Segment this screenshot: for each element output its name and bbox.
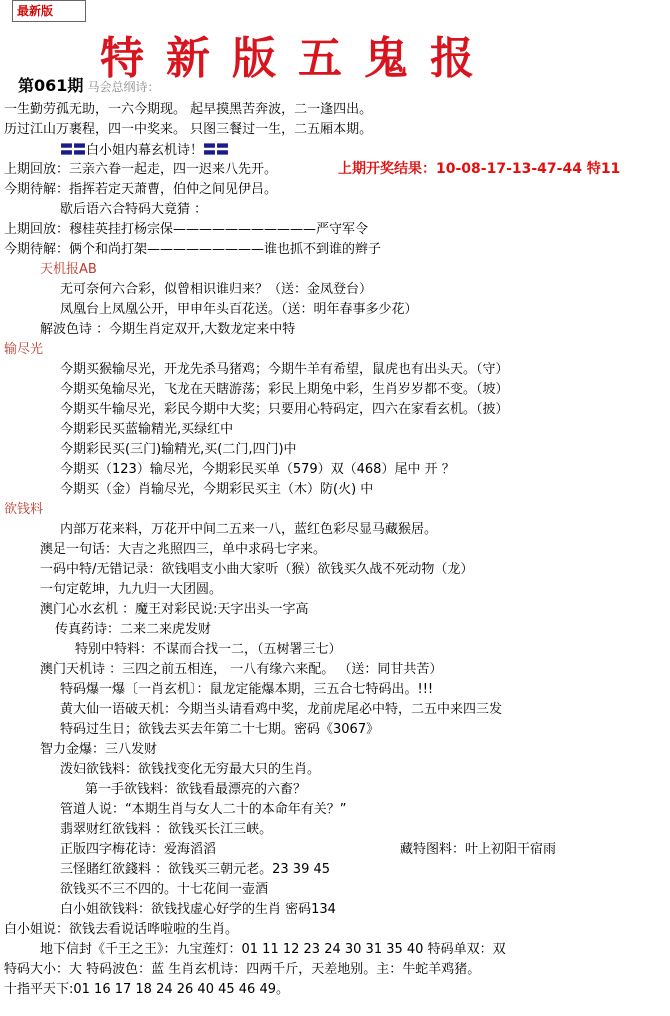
yuqian-line-16: 翡翠财红欲钱料 ：欲钱买长江三峡。 — [60, 822, 273, 837]
yuqian-line-2: 澳足一句话：大吉之兆照四三，单中求码七字来。 — [40, 542, 327, 557]
daxiao-line: 特码大小：大 特码波色：蓝 生肖玄机诗：四两千斤，天差地别。主：牛蛇羊鸡猪。 — [4, 962, 481, 977]
shujin-line-7: 今期买（金）肖输尽光，今期彩民买主（木）防(火) 中 — [60, 482, 374, 497]
shujin-line-6: 今期买（123）输尽光，今期彩民买单（579）双（468）尾中 开 ？ — [60, 462, 455, 477]
xiehouyu-now: 今期待解：俩个和尚打架—————————谁也抓不到谁的辫子 — [4, 242, 382, 257]
shujin-line-2: 今期买兔输尽光，飞龙在天瞎游荡；彩民上期兔中彩，生肖岁岁都不变。（坡） — [60, 382, 509, 397]
dixia-line: 地下信封《千王之王》：九宝莲灯：01 11 12 23 24 30 31 35 40 特码单双：双 — [40, 942, 506, 957]
tianji-line-2: 凤凰台上凤凰公开，甲申年头百花送。（送：明年春事多少花） — [60, 302, 418, 317]
yuqian-line-14: 第一手欲钱料：欲钱看最漂亮的六畜？ — [85, 782, 307, 797]
yuqian-line-8: 澳门天机诗 ：三四之前五相连， 一八有缘六来配。 （送：同甘共苦） — [40, 662, 443, 677]
yuqian-title: 欲钱料 — [4, 502, 44, 517]
yuqian-line-6: 传真药诗：二来二来虎发财 — [55, 622, 212, 637]
yuqian-line-15: 管道人说：“本期生肖与女人二十的本命年有关？” — [60, 802, 347, 817]
yuqian-line-4: 一句定乾坤，九九归一大团圆。 — [40, 582, 223, 597]
yuqian-line-20: 白小姐欲钱料：欲钱找虚心好学的生肖 密码134 — [60, 902, 336, 917]
xiehouyu-last: 上期回放：穆桂英挂打杨宗保———————————严守军令 — [4, 222, 369, 237]
yuqian-line-19: 欲钱买不三不四的。十七花间一壶酒 — [60, 882, 269, 897]
yuqian-line-11: 特码过生日；欲钱去买去年第二十七期。密码《3067》 — [60, 722, 380, 737]
riddle-now: 今期待解：指挥若定天萧曹，伯仲之间见伊吕。 — [4, 182, 278, 197]
yuqian-line-7: 特别中特料：不谋而合找一二，（五树署三七） — [75, 642, 342, 657]
bars-right: 〓〓 — [203, 143, 230, 158]
issue-line — [18, 78, 160, 96]
tianji-title: 天机报AB — [40, 262, 97, 277]
edition-badge: 最新版 — [12, 0, 86, 22]
page-title: 特新版五鬼报 — [100, 33, 496, 84]
tianji-line-1: 无可奈何六合彩，似曾相识谁归来？（送：金凤登台） — [60, 282, 373, 297]
baixiaojie-line: 白小姐说：欲钱去看说话哗啦啦的生肖。 — [4, 922, 239, 937]
bars-left: 〓〓 — [60, 143, 87, 158]
last-draw-result: 上期开奖结果：10-08-17-13-47-44 特11 — [338, 161, 621, 177]
shujin-line-4: 今期彩民买蓝输精光,买绿红中 — [60, 422, 234, 437]
yuqian-line-12: 智力金爆：三八发财 — [40, 742, 158, 757]
poem-line-2: 历过江山万裹程，四一中奖来。 只图三餐过一生，二五厢本期。 — [4, 122, 373, 137]
jiebo-poem: 解波色诗 ：今期生肖定双开,大数龙定来中特 — [40, 322, 296, 337]
issue-subtitle: 马会总纲诗： — [87, 80, 160, 94]
xuanji-text: 白小姐内幕玄机诗！ — [86, 143, 204, 158]
issue-number: 第061期 — [18, 76, 84, 95]
yuqian-line-1: 内部万花来料，万花开中间二五来一八，蓝红色彩尽显马藏猴居。 — [60, 522, 438, 537]
yuqian-line-5: 澳门心水玄机 ：魔王对彩民说:天字出头一字高 — [40, 602, 309, 617]
last-replay: 上期回放：三亲六眷一起走，四一迟来八先开。 — [4, 162, 278, 177]
shizhi-line: 十指平天下:01 16 17 18 24 26 40 45 46 49。 — [4, 982, 289, 997]
yuqian-line-3: 一码中特/无错记录：欲钱唱支小曲大家听（猴）欲钱买久战不死动物（龙） — [40, 562, 474, 577]
yuqian-line-17: 正版四字梅花诗：爱海滔滔 — [60, 842, 217, 857]
yuqian-line-9: 特码爆一爆〔一肖玄机〕：鼠龙定能爆本期，三五合七特码出。!!! — [60, 682, 434, 697]
zangte-line: 藏特图料：叶上初阳干宿雨 — [400, 842, 557, 857]
yuqian-line-13: 泼妇欲钱料：欲钱找变化无穷最大只的生肖。 — [60, 762, 321, 777]
poem-line-1: 一生勤劳孤无助，一六今期现。 起早摸黑苦奔波，二一逢四出。 — [4, 102, 373, 117]
shujin-line-5: 今期彩民买(三门)输精光,买(二门,四门)中 — [60, 442, 297, 457]
yuqian-line-10: 黄大仙一语破天机：今期当头请看鸡中奖，龙前虎尾必中特，二五中来四三发 — [60, 702, 503, 717]
yuqian-line-18: 三怪賭红欲錢料 ：欲钱买三朝元老。23 39 45 — [60, 862, 331, 877]
shujin-line-3: 今期买牛输尽光，彩民今期中大奖；只要用心特码定，四六在家看玄机。（披） — [60, 402, 509, 417]
xuanji-heading — [60, 143, 229, 159]
shujin-line-1: 今期买猴输尽光，开龙先杀马猪鸡；今期牛羊有希望，鼠虎也有出头天。（守） — [60, 362, 509, 377]
xiehouyu-title: 歇后语六合特码大竟猜 ： — [60, 202, 208, 217]
shujin-title: 输尽光 — [4, 342, 44, 357]
